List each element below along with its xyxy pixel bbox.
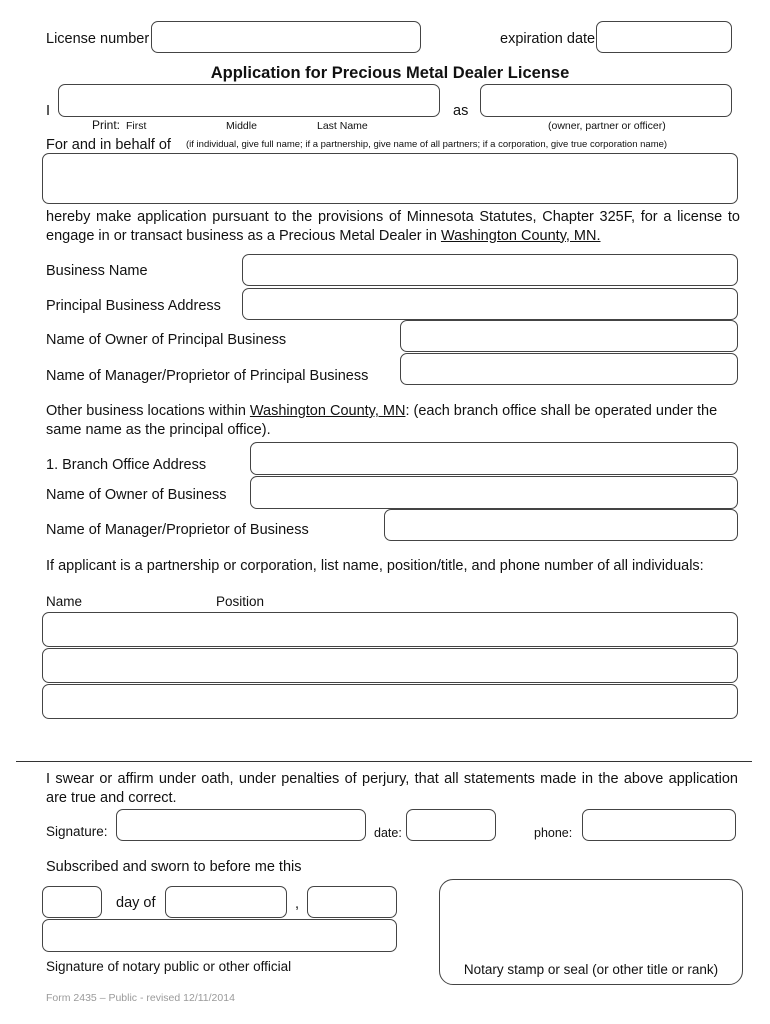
signature-field[interactable] [116, 809, 366, 841]
branch-address-field[interactable] [250, 442, 738, 475]
notary-signature-label: Signature of notary public or other official [46, 959, 292, 974]
day-of-label: day of [116, 895, 156, 911]
phone-field[interactable] [582, 809, 736, 841]
subscribed-label: Subscribed and sworn to before me this [46, 859, 302, 875]
print-label: Print: [92, 118, 121, 132]
first-name-hint: First [126, 120, 147, 132]
behalf-hint: (if individual, give full name; if a partnership, give name of all partners; if a corporation, give true corporation name) [186, 139, 668, 150]
behalf-of-field[interactable] [42, 153, 738, 204]
principal-owner-label: Name of Owner of Principal Business [46, 332, 287, 348]
phone-label: phone: [534, 826, 573, 840]
date-field[interactable] [406, 809, 496, 841]
notary-signature-field[interactable] [42, 919, 397, 952]
license-number-field[interactable] [151, 21, 421, 53]
i-label: I [46, 103, 51, 119]
behalf-label: For and in behalf of [46, 137, 171, 153]
license-number-label: License number [46, 31, 150, 47]
principal-address-field[interactable] [242, 288, 738, 320]
principal-manager-label: Name of Manager/Proprietor of Principal Business [46, 368, 369, 384]
application-statement: hereby make application pursuant to the provisions of Minnesota Statutes, Chapter 325F, for a license to engage in or transact business as a Precious Metal Dealer in Washington County, MN. [46, 209, 740, 244]
business-name-label: Business Name [46, 263, 148, 279]
principal-owner-field[interactable] [400, 320, 738, 352]
section-divider [16, 761, 752, 762]
branch-address-label: 1. Branch Office Address [46, 457, 207, 473]
individuals-intro: If applicant is a partnership or corporation, list name, position/title, and phone number of all individuals: [46, 558, 704, 574]
individual-row-2-field[interactable] [42, 648, 738, 683]
business-name-field[interactable] [242, 254, 738, 286]
expiration-date-label: expiration date [500, 31, 596, 47]
individual-row-1-field[interactable] [42, 612, 738, 647]
branch-owner-label: Name of Owner of Business [46, 487, 227, 503]
last-name-hint: Last Name [317, 120, 368, 132]
branch-manager-field[interactable] [384, 509, 738, 541]
individual-row-3-field[interactable] [42, 684, 738, 719]
page-title: Application for Precious Metal Dealer License [210, 64, 570, 82]
applicant-name-field[interactable] [58, 84, 440, 117]
as-label: as [453, 103, 469, 119]
comma-separator: , [295, 896, 300, 912]
role-hint: (owner, partner or officer) [548, 120, 666, 132]
date-label: date: [374, 826, 402, 840]
position-column-header: Position [216, 594, 265, 609]
signature-label: Signature: [46, 824, 108, 839]
name-column-header: Name [46, 594, 83, 609]
branch-owner-field[interactable] [250, 476, 738, 509]
oath-statement: I swear or affirm under oath, under penalties of perjury, that all statements made in the above application are true and correct. [46, 771, 738, 806]
expiration-date-field[interactable] [596, 21, 732, 53]
principal-address-label: Principal Business Address [46, 298, 221, 314]
principal-manager-field[interactable] [400, 353, 738, 385]
middle-name-hint: Middle [226, 120, 257, 132]
applicant-role-field[interactable] [480, 84, 732, 117]
branch-manager-label: Name of Manager/Proprietor of Business [46, 522, 309, 538]
sworn-day-field[interactable] [42, 886, 102, 918]
other-locations-intro: Other business locations within Washington County, MN: (each branch office shall be operated under the same name as the principal office). [46, 403, 718, 438]
form-id-footer: Form 2435 – Public - revised 12/11/2014 [46, 992, 235, 1004]
notary-stamp-label: Notary stamp or seal (or other title or rank) [463, 962, 719, 977]
sworn-year-field[interactable] [307, 886, 397, 918]
sworn-month-field[interactable] [165, 886, 287, 918]
